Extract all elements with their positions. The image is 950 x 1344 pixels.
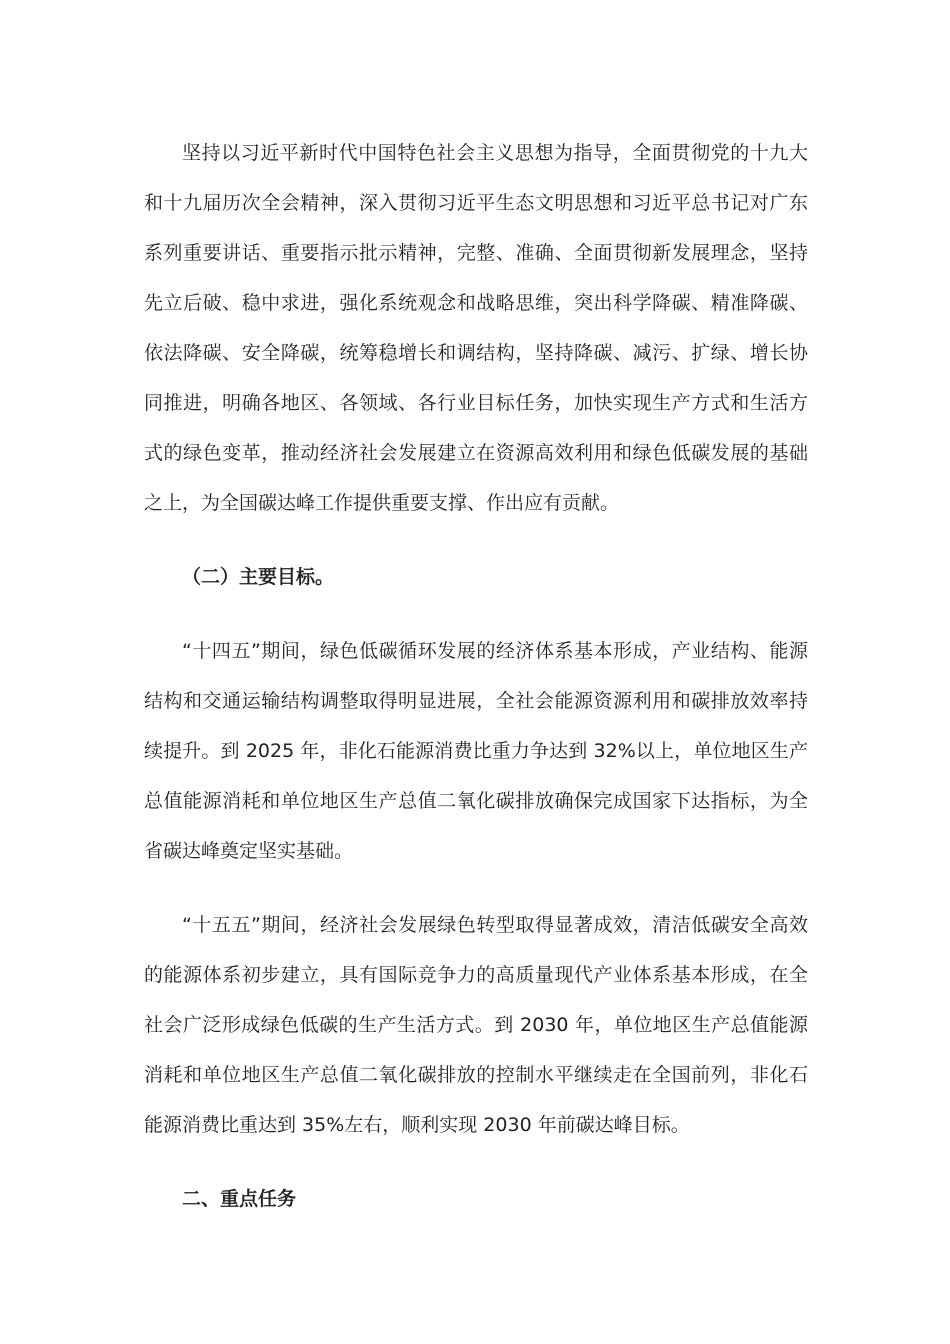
document-body: [144, 128, 808, 1248]
guiding-principle-paragraph: 坚持以习近平新时代中国特色社会主义思想为指导，全面贯彻党的十九大和十九届历次全会精神，深入贯彻习近平生态文明思想和习近平总书记对广东系列重要讲话、重要指示批示精神，完整、准确、全面贯彻新发展理念，坚持先立后破、稳中求进，强化系统观念和战略思维，突出科学降碳、精准降碳、依法降碳、安全降碳，统筹稳增长和调结构，坚持降碳、减污、扩绿、增长协同推进，明确各地区、各领域、各行业目标任务，加快实现生产方式和生活方式的绿色变革，推动经济社会发展建立在资源高效利用和绿色低碳发展的基础之上，为全国碳达峰工作提供重要支撑、作出应有贡献。: [144, 142, 808, 514]
fourteenth-five-year-paragraph: “十四五”期间，绿色低碳循环发展的经济体系基本形成，产业结构、能源结构和交通运输结构调整取得明显进展，全社会能源资源利用和碳排放效率持续提升。到 2025 年，非化石能源消费比重力争达到 32%以上，单位地区生产总值能源消耗和单位地区生产总值二氧化碳排放确保完成国家下达指标，为全省碳达峰奠定坚实基础。: [144, 640, 808, 862]
fifteenth-five-year-paragraph: “十五五”期间，经济社会发展绿色转型取得显著成效，清洁低碳安全高效的能源体系初步建立，具有国际竞争力的高质量现代产业体系基本形成，在全社会广泛形成绿色低碳的生产生活方式。到 2030 年，单位地区生产总值能源消耗和单位地区生产总值二氧化碳排放的控制水平继续走在全国前列，非化石能源消费比重达到 35%左右，顺利实现 2030 年前碳达峰目标。: [144, 914, 808, 1136]
main-goals-heading: （二）主要目标。: [182, 566, 335, 588]
key-tasks-heading: 二、重点任务: [182, 1188, 297, 1210]
